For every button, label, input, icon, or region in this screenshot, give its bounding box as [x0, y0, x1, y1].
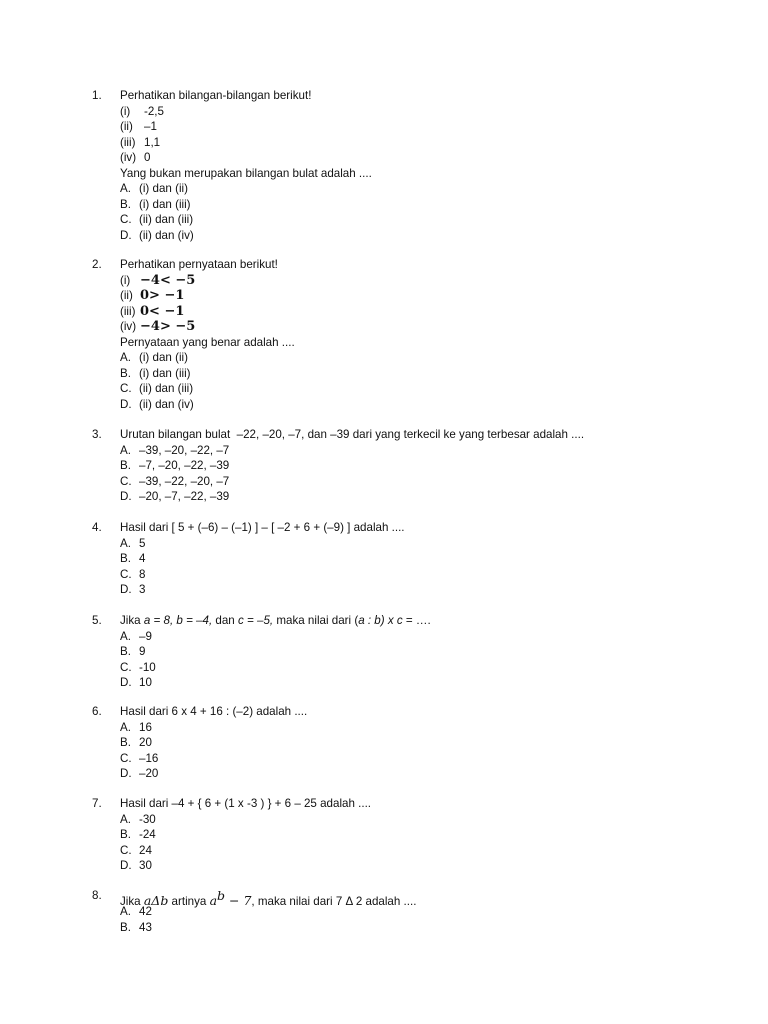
answer-option-b: B. 9 [120, 645, 146, 658]
answer-option-d: D. –20 [120, 767, 159, 780]
statement-item: (ii) 0> −1 [120, 288, 185, 303]
answer-option-d: D. 10 [120, 676, 152, 689]
answer-option-a: A. -30 [120, 812, 156, 826]
answer-option-b: B. –7, –20, –22, –39 [120, 459, 230, 472]
answer-option-a: A. –9 [120, 629, 152, 643]
question-number: 5. [92, 614, 102, 627]
answer-option-c: C. (ii) dan (iii) [120, 382, 194, 395]
answer-option-a: A. –39, –20, –22, –7 [120, 443, 230, 457]
answer-option-b: B. 43 [120, 920, 152, 934]
answer-option-d: D. (ii) dan (iv) [120, 397, 194, 411]
question-number: 1. [92, 89, 102, 102]
question-number: 4. [92, 521, 102, 534]
answer-option-a: A. 5 [120, 536, 146, 550]
answer-option-c: C. 8 [120, 567, 146, 581]
statement-item: (iv) 0 [120, 151, 151, 164]
question-prompt: Jika aΔb artinya $a^b - 7$, maka nilai dari 7 Δ 2 adalah .... [120, 888, 417, 908]
question-number: 3. [92, 428, 102, 441]
answer-option-c: C. –16 [120, 751, 159, 765]
answer-option-a: A. (i) dan (ii) [120, 182, 188, 195]
statement-item: (iv) −4> −5 [120, 319, 196, 334]
statement-item: (iii) 0< −1 [120, 303, 185, 319]
question-number: 6. [92, 705, 102, 718]
answer-option-a: A. 42 [120, 905, 152, 918]
answer-option-d: D. 3 [120, 583, 146, 596]
question-prompt: Hasil dari [ 5 + (–6) – (–1) ] – [ –2 + 6 + (–9) ] adalah .... [120, 521, 405, 534]
question-prompt: Urutan bilangan bulat –22, –20, –7, dan –39 dari yang terkecil ke yang terbesar adalah .... [120, 428, 585, 441]
question-number: 2. [92, 258, 102, 271]
question-number: 7. [92, 797, 102, 810]
answer-option-b: B. (i) dan (iii) [120, 197, 191, 211]
answer-option-a: A. 16 [120, 720, 152, 734]
answer-option-c: C. 24 [120, 843, 152, 857]
statement-item: (ii) –1 [120, 120, 157, 133]
question-prompt: Hasil dari –4 + { 6 + (1 x -3 ) } + 6 – 25 adalah .... [120, 797, 372, 810]
answer-option-d: D. (ii) dan (iv) [120, 228, 194, 242]
question-prompt: Pernyataan yang benar adalah .... [120, 336, 295, 349]
answer-option-b: B. 20 [120, 736, 152, 749]
answer-option-b: B. 4 [120, 552, 146, 565]
answer-option-c: C. -10 [120, 660, 156, 674]
statement-item: (i) −4< −5 [120, 272, 196, 288]
answer-option-d: D. –20, –7, –22, –39 [120, 490, 230, 503]
question-prompt: Hasil dari 6 x 4 + 16 : (–2) adalah .... [120, 705, 308, 718]
math-subtraction: − 7 [225, 893, 252, 908]
answer-option-b: B. (i) dan (iii) [120, 366, 191, 380]
answer-option-c: C. –39, –22, –20, –7 [120, 474, 230, 488]
answer-option-c: C. (ii) dan (iii) [120, 213, 194, 226]
question-intro: Perhatikan pernyataan berikut! [120, 258, 278, 271]
math-operator-expression: aΔb [143, 893, 169, 908]
question-number: 8. [92, 889, 102, 902]
question-intro: Perhatikan bilangan-bilangan berikut! [120, 89, 312, 102]
math-power-base: a [209, 893, 218, 908]
statement-item: (i) -2,5 [120, 104, 164, 118]
math-power-exponent: b [217, 888, 226, 903]
answer-option-a: A. (i) dan (ii) [120, 351, 188, 364]
question-prompt: Jika a = 8, b = –4, dan c = –5, maka nilai dari (a : b) x c = …. [120, 614, 431, 627]
statement-item: (iii) 1,1 [120, 135, 161, 149]
answer-option-b: B. -24 [120, 828, 156, 841]
answer-option-d: D. 30 [120, 859, 152, 872]
question-prompt: Yang bukan merupakan bilangan bulat adalah .... [120, 166, 372, 180]
